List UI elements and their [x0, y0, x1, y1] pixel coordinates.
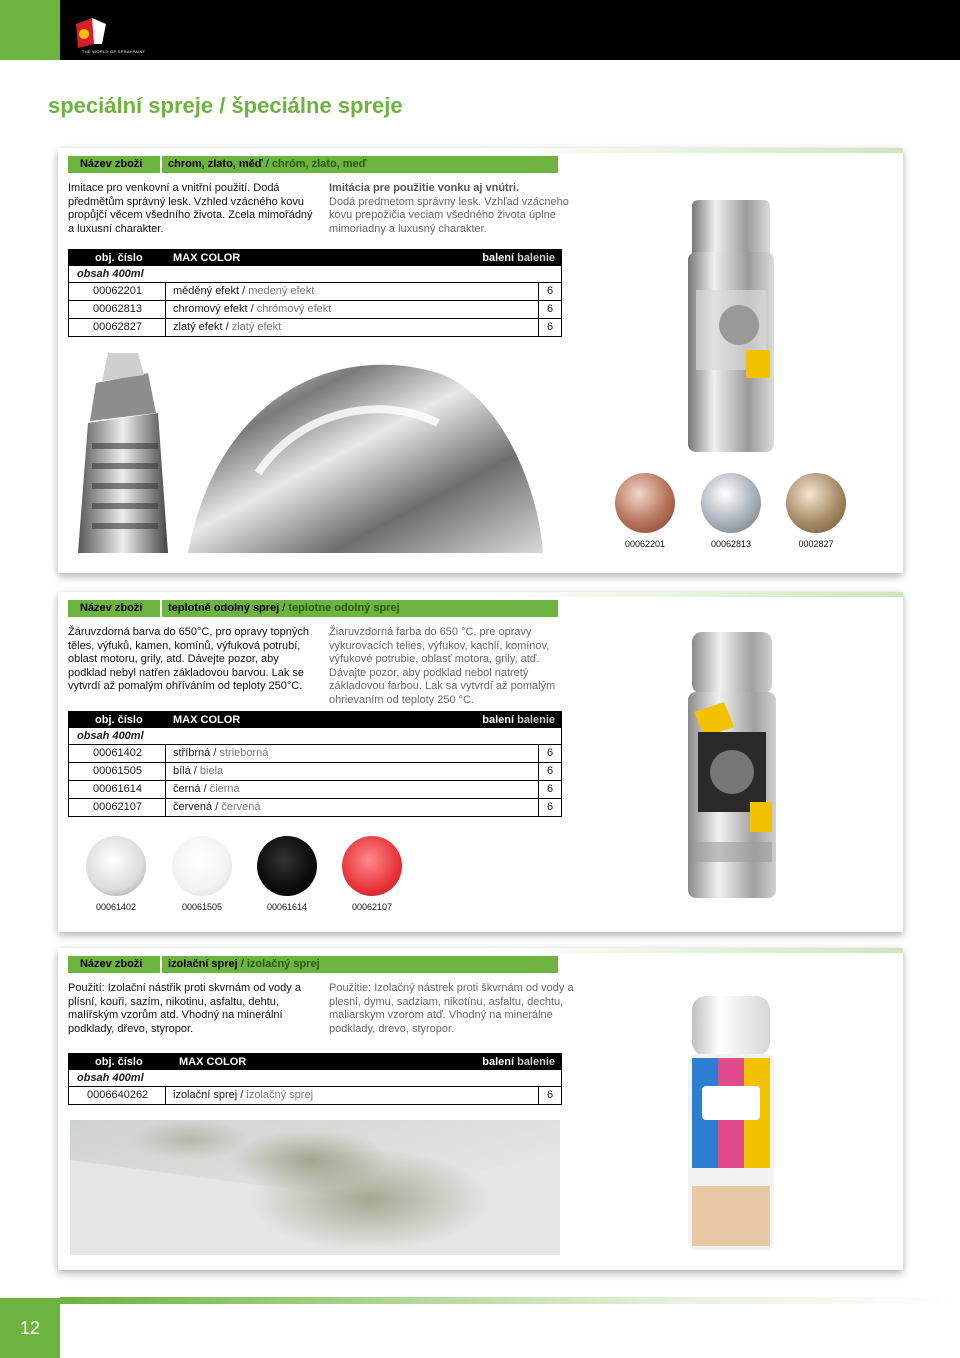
product-card-heat [58, 592, 903, 932]
row-qty: 6 [546, 321, 554, 333]
swatch-copper [615, 473, 675, 533]
row-code: 00061505 [93, 765, 142, 777]
row-code: 00061402 [93, 747, 142, 759]
nazev-label: Název zboží [80, 602, 143, 614]
cell-separator [165, 283, 166, 300]
product-table [68, 1053, 562, 1105]
table-row [69, 283, 561, 301]
swatch-label: 00062107 [351, 902, 393, 912]
row-name-sk: zlatý efekt [231, 321, 282, 333]
header-separator [160, 600, 162, 617]
row-name-cz: červená [173, 801, 213, 813]
stained-wall-photo [70, 1120, 560, 1255]
cell-separator [165, 319, 166, 336]
cell-separator [165, 763, 166, 780]
description-cz: Imitace pro venkovní a vnitřní použití. Dodá předmětům správný lesk. Vzhled vzácného kovu propůjčí věcem všedního života. Zcela mimořádný a luxusní charakter. [68, 182, 313, 235]
col-brand: MAX COLOR [173, 714, 241, 726]
swatch-red [342, 836, 402, 896]
nazev-label: Název zboží [80, 158, 143, 170]
volume-row: obsah 400ml [69, 1070, 561, 1087]
description-sk-body: Dodá predmetom správny lesk. Vzhľad vzácneho kovu prepožičia veciam všedného života úplne mimoriadny a luxusný charakter. [329, 195, 569, 235]
description-sk-lead: Imitácia pre použitie vonku aj vnútri. [329, 182, 520, 194]
swatch-label: 00062813 [710, 539, 752, 549]
heat-resistant-spray-can-image [684, 632, 780, 900]
product-header [68, 156, 558, 173]
col-brand: MAX COLOR [179, 1056, 247, 1068]
description-sk: Použitie: Izolačný nástrek proti škvrnám od vody a plesni, dymu, sadziam, nikotínu, asfaltu, dechtu, maliarskym vzorom atď. Vhodný na minerálne podklady, drevo, styropor. [329, 982, 574, 1035]
card-stripe [483, 148, 903, 153]
description-cz: Žáruvzdorná barva do 650°C, pro opravy topných těles, výfuků, kamen, komínů, výfuková potrubí, oblast motoru, grily, atd. Dávejte pozor, aby podklad nebyl natřen základovou barvou. Lak se vytvrdí až pomalým ohříváním od teploty 250°C. [68, 626, 310, 693]
table-row [69, 745, 561, 763]
row-name: stříbrná / strieborná [173, 747, 269, 759]
row-name: černá / čierna [173, 783, 240, 795]
row-name-sk: chrómový efekt [256, 303, 332, 315]
cell-separator [165, 301, 166, 318]
page-title: speciální spreje / špeciálne spreje [48, 93, 403, 118]
row-name: červená / červená [173, 801, 261, 813]
row-name-sk: červená [221, 801, 261, 813]
row-name-sk: izolačný sprej [246, 1089, 314, 1101]
cell-separator [165, 1087, 166, 1104]
product-title: chrom, zlato, měď / chróm, zlato, meď [168, 158, 367, 170]
header-separator [160, 156, 162, 173]
table-row [69, 799, 561, 816]
row-name-cz: bílá [173, 765, 191, 777]
description-sk: Žiaruvzdorná farba do 650 °C, pre opravy vykurovacích telies, výfukov, kachlí, komínov, výfukové potrubie, oblasť motora, grily, atď. Dávajte pozor, aby podklad nebol natretý základovou farbou. Lak sa vytvrdí až pomalým ohrievaním od teploty 250 °C. [329, 626, 556, 706]
row-name: izolační sprej / izolačný sprej [173, 1089, 314, 1101]
swatch-label: 0002827 [798, 539, 834, 549]
volume-row: obsah 400ml [69, 266, 561, 283]
product-table [68, 249, 562, 337]
swatch-label: 00062201 [624, 539, 666, 549]
row-code: 00062201 [93, 285, 142, 297]
chrome-object-photo [78, 353, 543, 553]
title-sk: chróm, zlato, meď [271, 158, 367, 170]
product-table [68, 711, 562, 817]
row-name-cz: černá [173, 783, 201, 795]
row-name-sk: strieborná [219, 747, 269, 759]
volume-row: obsah 400ml [69, 728, 561, 745]
col-pack [482, 1056, 555, 1068]
swatch-label: 00061614 [266, 902, 308, 912]
row-qty: 6 [546, 1089, 554, 1101]
row-code: 00062813 [93, 303, 142, 315]
row-name-sk: čierna [209, 783, 240, 795]
table-row [69, 763, 561, 781]
row-qty: 6 [546, 303, 554, 315]
row-name-cz: stříbrná [173, 747, 211, 759]
row-code: 00062827 [93, 321, 142, 333]
col-obj-cislo: obj. číslo [95, 1056, 143, 1068]
pack-cz: balení [482, 252, 515, 264]
product-header [68, 600, 558, 617]
col-pack [482, 252, 555, 264]
swatch-chrome [701, 473, 761, 533]
description-sk [329, 182, 574, 236]
table-header [69, 250, 561, 266]
cell-separator [165, 781, 166, 798]
row-qty: 6 [546, 747, 554, 759]
row-name-cz: zlatý efekt [173, 321, 223, 333]
pack-cz: balení [482, 1056, 515, 1068]
row-name-cz: chromový efekt [173, 303, 248, 315]
row-qty: 6 [546, 765, 554, 777]
pack-cz: balení [482, 714, 515, 726]
description-cz: Použití: Izolační nástřik proti skvrnám od vody a plísní, kouři, sazím, nikotinu, asfaltu, dehtu, malířským vzorům atd. Vhodný na minerální podklady, dřevo, styropor. [68, 982, 301, 1035]
chrome-spray-can-image [684, 200, 778, 458]
row-name-cz: měděný efekt [173, 285, 240, 297]
col-obj-cislo: obj. číslo [95, 252, 143, 264]
cell-separator [165, 745, 166, 762]
row-code: 00061614 [93, 783, 142, 795]
page-number: 12 [0, 1298, 60, 1358]
footer-bar [60, 1297, 960, 1304]
swatch-label: 00061402 [95, 902, 137, 912]
swatch-gold [786, 473, 846, 533]
pack-sk: balenie [517, 1056, 555, 1068]
row-name: chromový efekt / chrómový efekt [173, 303, 332, 315]
product-card-isolation [58, 948, 903, 1270]
row-name-sk: biela [199, 765, 224, 777]
title-sk: teplotne odolný sprej [288, 602, 400, 614]
pack-sk: balenie [517, 714, 555, 726]
row-name: bílá / biela [173, 765, 224, 777]
card-stripe [483, 948, 903, 953]
row-qty: 6 [546, 783, 554, 795]
row-qty: 6 [546, 801, 554, 813]
isolation-spray-can-image [684, 996, 778, 1252]
product-card-chrome [58, 148, 903, 573]
top-corner-block [0, 0, 60, 60]
header-separator [160, 956, 162, 973]
swatch-label: 00061505 [181, 902, 223, 912]
table-row [69, 301, 561, 319]
product-title: izolační sprej / izolačný sprej [168, 958, 320, 970]
table-header [69, 1054, 561, 1070]
title-cz: chrom, zlato, měď [168, 158, 263, 170]
row-qty: 6 [546, 285, 554, 297]
product-title: teplotně odolný sprej / teplotne odolný sprej [168, 602, 400, 614]
table-header [69, 712, 561, 728]
row-code: 00062107 [93, 801, 142, 813]
pack-sk: balenie [517, 252, 555, 264]
row-name: měděný efekt / medený efekt [173, 285, 315, 297]
title-cz: izolační sprej [168, 958, 238, 970]
col-pack [482, 714, 555, 726]
card-stripe [483, 592, 903, 597]
swatch-silver [86, 836, 146, 896]
row-name: zlatý efekt / zlatý efekt [173, 321, 282, 333]
table-row [69, 1087, 561, 1104]
product-header [68, 956, 558, 973]
table-row [69, 319, 561, 336]
title-sk: izolačný sprej [246, 958, 320, 970]
title-cz: teplotně odolný sprej [168, 602, 280, 614]
cell-separator [165, 799, 166, 816]
swatch-white [172, 836, 232, 896]
nazev-label: Název zboží [80, 958, 143, 970]
row-name-cz: izolační sprej [173, 1089, 238, 1101]
row-name-sk: medený efekt [248, 285, 315, 297]
swatch-black [257, 836, 317, 896]
col-brand: MAX COLOR [173, 252, 241, 264]
col-obj-cislo: obj. číslo [95, 714, 143, 726]
table-row [69, 781, 561, 799]
brand-caption: THE WORLD OF SPRAYPAINT [82, 49, 146, 54]
row-code: 0006640262 [87, 1089, 149, 1101]
